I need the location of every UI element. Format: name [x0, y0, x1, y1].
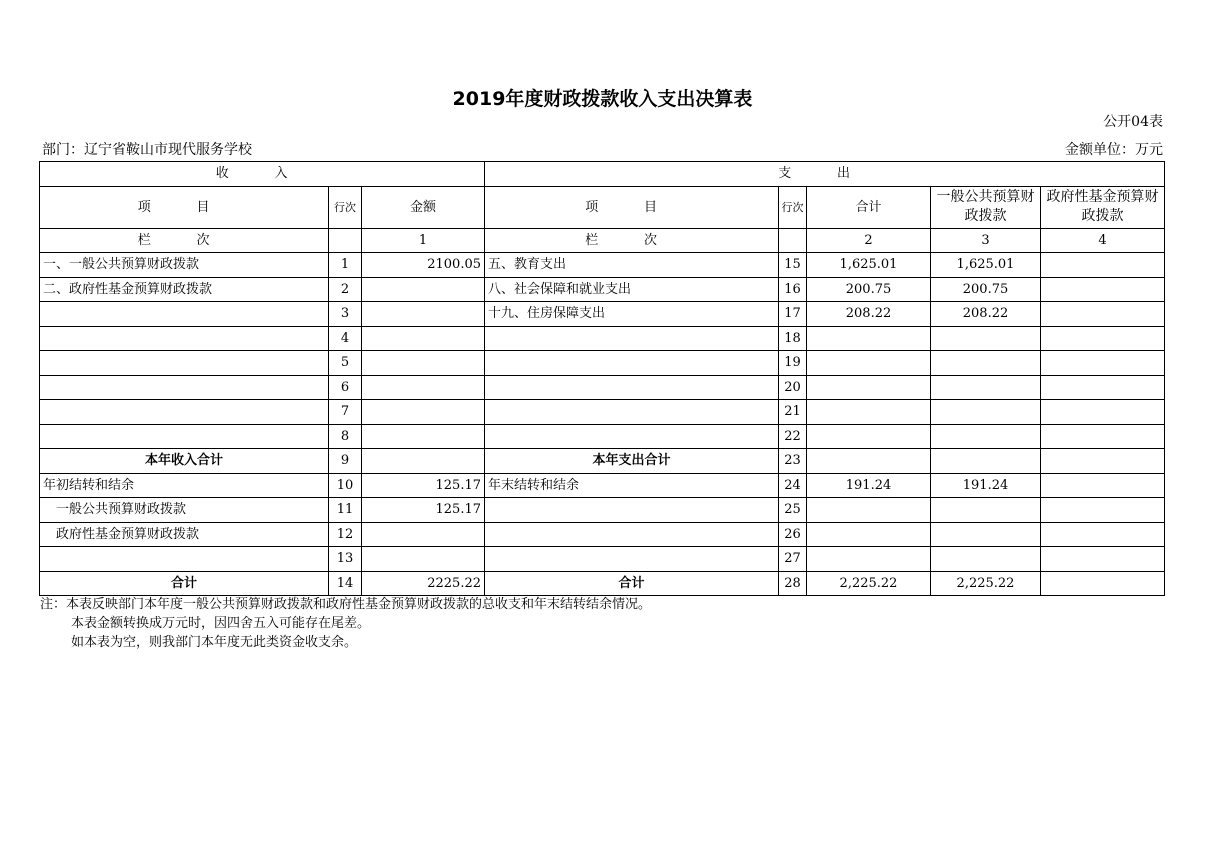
expense-total — [807, 522, 931, 547]
form-number: 公开04表 — [1103, 114, 1163, 130]
table-row — [40, 522, 1165, 547]
expense-fund — [1041, 424, 1165, 449]
column-header-row — [40, 186, 1165, 228]
income-item: 政府性基金预算财政拨款 — [40, 522, 329, 547]
expense-item: 八、社会保障和就业支出 — [485, 277, 779, 302]
expense-rowno: 27 — [779, 547, 807, 572]
expense-rowno: 21 — [779, 400, 807, 425]
budget-table — [39, 161, 1165, 596]
income-amount: 2100.05 — [362, 253, 485, 278]
note-line: 如本表为空，则我部门本年度无此类资金收支余。 — [71, 635, 358, 650]
income-amount — [362, 277, 485, 302]
income-rowno: 2 — [329, 277, 362, 302]
expense-item — [485, 522, 779, 547]
table-notes — [40, 595, 651, 652]
income-rowno-header: 行次 — [329, 186, 362, 228]
expense-total-header: 合计 — [807, 186, 931, 228]
expense-total — [807, 326, 931, 351]
expense-item: 十九、住房保障支出 — [485, 302, 779, 327]
expense-general — [931, 351, 1041, 376]
income-amount — [362, 449, 485, 474]
income-rowno: 10 — [329, 473, 362, 498]
expense-item: 五、教育支出 — [485, 253, 779, 278]
expense-index-label: 栏 次 — [485, 228, 779, 253]
income-total-label: 合计 — [40, 571, 329, 596]
income-item — [40, 424, 329, 449]
expense-index-3: 3 — [931, 228, 1041, 253]
expense-rowno: 17 — [779, 302, 807, 327]
expense-item — [485, 498, 779, 523]
income-rowno: 11 — [329, 498, 362, 523]
expense-general — [931, 498, 1041, 523]
table-row — [40, 253, 1165, 278]
expense-total: 208.22 — [807, 302, 931, 327]
table-row — [40, 277, 1165, 302]
expense-general — [931, 375, 1041, 400]
table-row — [40, 473, 1165, 498]
income-section-header: 收 入 — [40, 162, 485, 187]
income-item — [40, 375, 329, 400]
income-amount — [362, 351, 485, 376]
expense-general — [931, 326, 1041, 351]
expense-total — [807, 375, 931, 400]
expense-total: 1,625.01 — [807, 253, 931, 278]
income-rowno: 8 — [329, 424, 362, 449]
expense-general — [931, 424, 1041, 449]
expense-general — [931, 547, 1041, 572]
expense-rowno: 24 — [779, 473, 807, 498]
page-title: 2019年度财政拨款收入支出决算表 — [452, 88, 753, 110]
expense-general — [931, 449, 1041, 474]
gov-fund-header: 政府性基金预算财政拨款 — [1041, 186, 1165, 228]
income-index-rowno — [329, 228, 362, 253]
expense-fund — [1041, 498, 1165, 523]
income-index-1: 1 — [362, 228, 485, 253]
expense-total — [807, 547, 931, 572]
table-row — [40, 400, 1165, 425]
column-index-row — [40, 228, 1165, 253]
expense-total: 2,225.22 — [807, 571, 931, 596]
expense-rowno: 20 — [779, 375, 807, 400]
table-row — [40, 375, 1165, 400]
income-amount — [362, 302, 485, 327]
income-amount-header: 金额 — [362, 186, 485, 228]
income-amount: 2225.22 — [362, 571, 485, 596]
income-rowno: 7 — [329, 400, 362, 425]
amount-unit-label: 金额单位：万元 — [1065, 142, 1163, 158]
expense-general: 191.24 — [931, 473, 1041, 498]
expense-fund — [1041, 400, 1165, 425]
expense-total: 200.75 — [807, 277, 931, 302]
expense-general — [931, 522, 1041, 547]
expense-total — [807, 400, 931, 425]
income-item: 年初结转和结余 — [40, 473, 329, 498]
income-rowno: 13 — [329, 547, 362, 572]
expense-item — [485, 424, 779, 449]
expense-rowno: 26 — [779, 522, 807, 547]
expense-general: 208.22 — [931, 302, 1041, 327]
income-rowno: 5 — [329, 351, 362, 376]
expense-fund — [1041, 351, 1165, 376]
income-amount — [362, 522, 485, 547]
expense-fund — [1041, 375, 1165, 400]
expense-rowno: 16 — [779, 277, 807, 302]
income-item — [40, 351, 329, 376]
income-item: 二、政府性基金预算财政拨款 — [40, 277, 329, 302]
expense-index-rowno — [779, 228, 807, 253]
expense-fund — [1041, 571, 1165, 596]
income-amount — [362, 375, 485, 400]
expense-item — [485, 547, 779, 572]
expense-fund — [1041, 277, 1165, 302]
note-line: 注：本表反映部门本年度一般公共预算财政拨款和政府性基金预算财政拨款的总收支和年末结转结余情况。 — [40, 597, 652, 612]
income-amount: 125.17 — [362, 473, 485, 498]
expense-fund — [1041, 547, 1165, 572]
expense-general: 2,225.22 — [931, 571, 1041, 596]
table-row — [40, 302, 1165, 327]
income-amount — [362, 326, 485, 351]
income-item — [40, 400, 329, 425]
income-amount — [362, 547, 485, 572]
table-row — [40, 351, 1165, 376]
table-row — [40, 547, 1165, 572]
income-rowno: 9 — [329, 449, 362, 474]
expense-general: 1,625.01 — [931, 253, 1041, 278]
expense-rowno: 25 — [779, 498, 807, 523]
income-index-label: 栏 次 — [40, 228, 329, 253]
expense-total-label: 合计 — [485, 571, 779, 596]
note-line: 本表金额转换成万元时，因四舍五入可能存在尾差。 — [71, 616, 371, 631]
expense-fund — [1041, 449, 1165, 474]
income-rowno: 4 — [329, 326, 362, 351]
table-row-income-subtotal — [40, 449, 1165, 474]
income-rowno: 1 — [329, 253, 362, 278]
expense-index-4: 4 — [1041, 228, 1165, 253]
section-header-row — [40, 162, 1165, 187]
expense-general — [931, 400, 1041, 425]
expense-section-header: 支 出 — [485, 162, 1165, 187]
expense-item: 年末结转和结余 — [485, 473, 779, 498]
income-rowno: 12 — [329, 522, 362, 547]
income-item: 一、一般公共预算财政拨款 — [40, 253, 329, 278]
department-label: 部门：辽宁省鞍山市现代服务学校 — [42, 142, 252, 158]
income-item — [40, 326, 329, 351]
expense-fund — [1041, 302, 1165, 327]
expense-item-header: 项 目 — [485, 186, 779, 228]
income-amount: 125.17 — [362, 498, 485, 523]
expense-index-2: 2 — [807, 228, 931, 253]
income-item — [40, 547, 329, 572]
expense-subtotal-label: 本年支出合计 — [485, 449, 779, 474]
table-row — [40, 424, 1165, 449]
expense-general: 200.75 — [931, 277, 1041, 302]
table-row-grand-total — [40, 571, 1165, 596]
expense-fund — [1041, 326, 1165, 351]
expense-item — [485, 375, 779, 400]
expense-total: 191.24 — [807, 473, 931, 498]
expense-rowno: 22 — [779, 424, 807, 449]
expense-fund — [1041, 253, 1165, 278]
expense-total — [807, 424, 931, 449]
expense-total — [807, 498, 931, 523]
income-rowno: 14 — [329, 571, 362, 596]
expense-fund — [1041, 522, 1165, 547]
income-amount — [362, 424, 485, 449]
income-item: 一般公共预算财政拨款 — [40, 498, 329, 523]
expense-rowno: 15 — [779, 253, 807, 278]
expense-rowno: 19 — [779, 351, 807, 376]
general-budget-header: 一般公共预算财政拨款 — [931, 186, 1041, 228]
income-item — [40, 302, 329, 327]
expense-item — [485, 326, 779, 351]
expense-total — [807, 351, 931, 376]
expense-rowno: 18 — [779, 326, 807, 351]
expense-rowno: 23 — [779, 449, 807, 474]
income-subtotal-label: 本年收入合计 — [40, 449, 329, 474]
expense-item — [485, 351, 779, 376]
expense-total — [807, 449, 931, 474]
table-row — [40, 326, 1165, 351]
expense-rowno: 28 — [779, 571, 807, 596]
income-item-header: 项 目 — [40, 186, 329, 228]
table-row — [40, 498, 1165, 523]
income-rowno: 3 — [329, 302, 362, 327]
expense-item — [485, 400, 779, 425]
income-rowno: 6 — [329, 375, 362, 400]
expense-rowno-header: 行次 — [779, 186, 807, 228]
income-amount — [362, 400, 485, 425]
expense-fund — [1041, 473, 1165, 498]
